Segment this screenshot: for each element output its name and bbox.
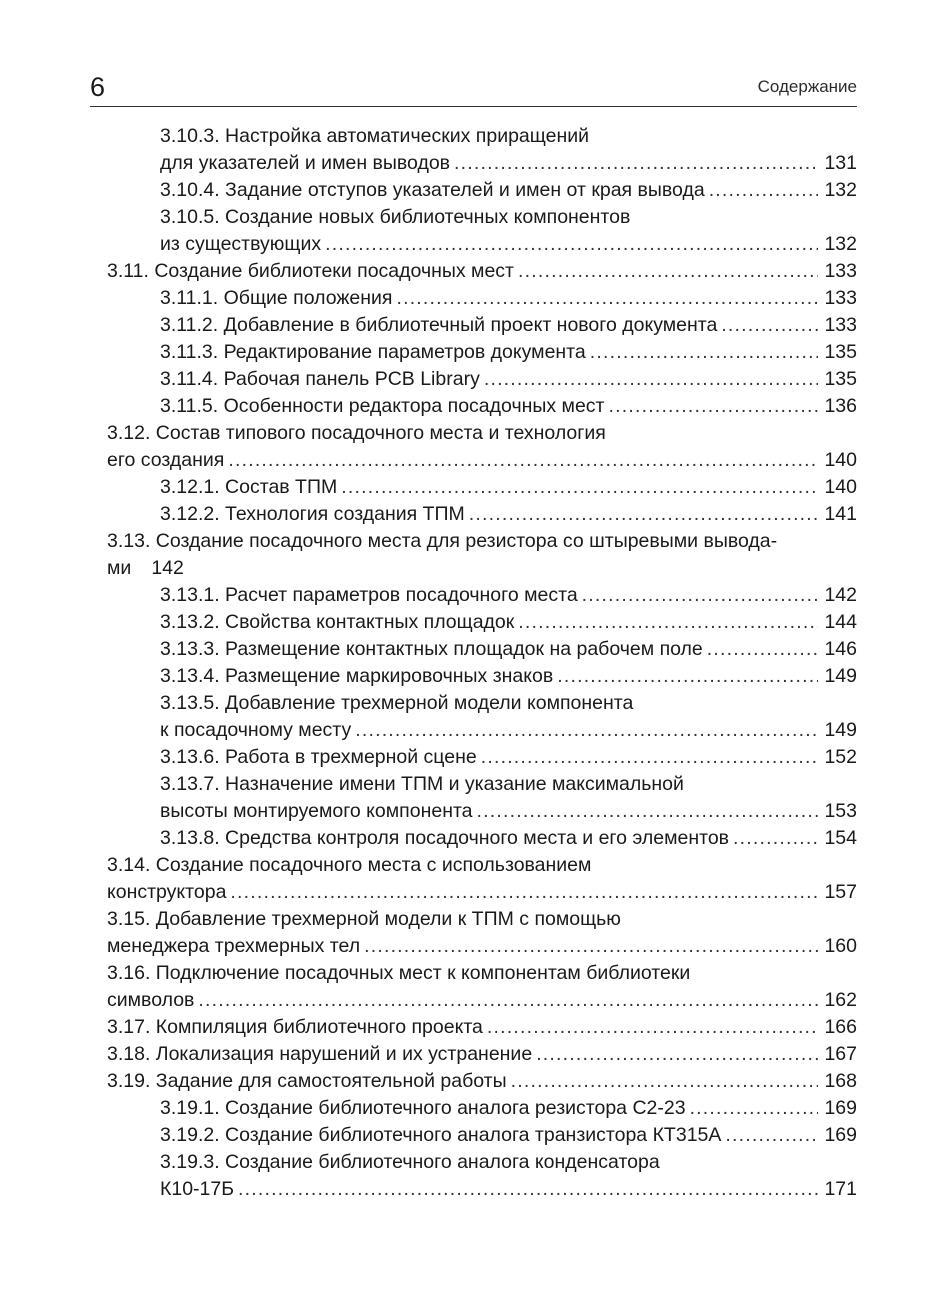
toc-entry-title-line: 3.17. Компиляция библиотечного проекта	[107, 1016, 483, 1038]
dot-leader	[454, 150, 818, 177]
dot-leader	[709, 177, 818, 204]
dot-leader	[590, 339, 818, 366]
toc-entry-page: 160	[824, 935, 857, 957]
toc-entry[interactable]	[107, 339, 857, 366]
dot-leader	[582, 582, 818, 609]
toc-entry-title-line: 3.12.2. Технология создания ТПМ	[160, 503, 465, 525]
toc-entry-page: 154	[824, 827, 857, 849]
toc-entry[interactable]	[107, 852, 857, 906]
toc-entry[interactable]	[107, 771, 857, 825]
toc-entry-title-line: 3.11.1. Общие положения	[160, 287, 393, 309]
toc-entry-page: 140	[824, 476, 857, 498]
toc-entry-page: 133	[824, 287, 857, 309]
dot-leader	[355, 717, 818, 744]
toc-entry-title-line: 3.13. Создание посадочного места для резистора со штыревыми вывода-	[107, 530, 778, 552]
toc-entry-title-line: высоты монтируемого компонента	[160, 800, 473, 822]
toc-entry[interactable]	[107, 690, 857, 744]
dot-leader	[690, 1095, 818, 1122]
toc-entry-page: 166	[824, 1016, 857, 1038]
toc-entry-title-line: 3.19.3. Создание библиотечного аналога конденсатора	[160, 1151, 660, 1173]
toc-entry-title-line: 3.13.3. Размещение контактных площадок на рабочем поле	[160, 638, 703, 660]
toc-entry-title-line: 3.10.3. Настройка автоматических приращений	[160, 125, 589, 147]
dot-leader	[325, 231, 818, 258]
toc-entry-page: 142	[824, 584, 857, 606]
toc-entry-page: 133	[824, 314, 857, 336]
toc-entry[interactable]	[107, 204, 857, 258]
toc-entry[interactable]	[107, 1068, 857, 1095]
toc-entry-page: 169	[824, 1124, 857, 1146]
toc-entry[interactable]	[107, 906, 857, 960]
toc-entry[interactable]	[107, 1095, 857, 1122]
toc-entry[interactable]	[107, 1149, 857, 1203]
dot-leader	[481, 744, 818, 771]
toc-entry-title-line: 3.19. Задание для самостоятельной работы	[107, 1070, 507, 1092]
dot-leader	[609, 393, 819, 420]
toc-entry-page: 169	[824, 1097, 857, 1119]
toc-entry-page: 132	[824, 233, 857, 255]
toc-entry-page: 168	[824, 1070, 857, 1092]
toc-entry-title-line: 3.12. Состав типового посадочного места и технология	[107, 422, 606, 444]
toc-entry-title-line: 3.11.4. Рабочая панель PCB Library	[160, 368, 480, 390]
toc-entry-title-line: 3.13.6. Работа в трехмерной сцене	[160, 746, 477, 768]
toc-entry-title-line: 3.13.8. Средства контроля посадочного места и его элементов	[160, 827, 730, 849]
toc-entry-title-line: 3.11.2. Добавление в библиотечный проект нового документа	[160, 314, 718, 336]
dot-leader	[469, 501, 818, 528]
toc-entry-title-line: 3.12.1. Состав ТПМ	[160, 476, 338, 498]
toc-entry-title-line: К10-17Б	[160, 1178, 235, 1200]
dot-leader	[198, 987, 818, 1014]
toc-entry-page: 142	[151, 557, 184, 579]
dot-leader	[341, 474, 818, 501]
toc-entry-title-line: ми	[107, 557, 132, 579]
running-head: Содержание	[757, 77, 857, 96]
toc-entry-title-line: 3.15. Добавление трехмерной модели к ТПМ с помощью	[107, 908, 621, 930]
dot-leader	[477, 798, 818, 825]
toc-entry-page: 135	[824, 341, 857, 363]
toc-entry[interactable]	[107, 582, 857, 609]
dot-leader	[230, 879, 818, 906]
dot-leader	[721, 312, 818, 339]
dot-leader	[511, 1068, 818, 1095]
toc-entry-page: 153	[824, 800, 857, 822]
toc-entry[interactable]	[107, 1122, 857, 1149]
toc-entry-page: 146	[824, 638, 857, 660]
toc-entry-page: 144	[824, 611, 857, 633]
toc-entry-title-line: 3.11.5. Особенности редактора посадочных мест	[160, 395, 605, 417]
toc-entry-page: 131	[824, 152, 857, 174]
dot-leader	[364, 933, 818, 960]
toc-entry-title-line: 3.19.1. Создание библиотечного аналога резистора С2-23	[160, 1097, 686, 1119]
toc-entry[interactable]	[107, 501, 857, 528]
table-of-contents	[107, 123, 857, 1203]
toc-entry[interactable]	[107, 123, 857, 177]
dot-leader	[484, 366, 818, 393]
toc-entry[interactable]	[107, 636, 857, 663]
dot-leader	[536, 1041, 818, 1068]
toc-entry[interactable]	[107, 393, 857, 420]
toc-entry[interactable]	[107, 474, 857, 501]
toc-entry-page: 135	[824, 368, 857, 390]
dot-leader	[487, 1014, 818, 1041]
toc-entry-title-line: 3.18. Локализация нарушений и их устранение	[107, 1043, 533, 1065]
toc-entry-title-line: 3.14. Создание посадочного места с использованием	[107, 854, 592, 876]
toc-entry-title-line: 3.13.1. Расчет параметров посадочного места	[160, 584, 578, 606]
toc-entry-title-line: из существующих	[160, 233, 322, 255]
dot-leader	[707, 636, 818, 663]
toc-entry-title-line: его создания	[107, 449, 225, 471]
toc-entry-page: 141	[824, 503, 857, 525]
toc-entry-title-line: менеджера трехмерных тел	[107, 935, 361, 957]
toc-entry-title-line: 3.13.4. Размещение маркировочных знаков	[160, 665, 554, 687]
dot-leader	[238, 1176, 818, 1203]
toc-entry[interactable]	[107, 663, 857, 690]
dot-leader	[518, 258, 818, 285]
header-rule	[90, 106, 857, 107]
toc-entry[interactable]	[107, 825, 857, 852]
dot-leader	[228, 447, 818, 474]
toc-entry[interactable]	[107, 609, 857, 636]
toc-entry-page: 132	[824, 179, 857, 201]
dot-leader	[396, 285, 818, 312]
toc-entry-title-line: 3.11. Создание библиотеки посадочных мест	[107, 260, 514, 282]
dot-leader	[733, 825, 818, 852]
toc-entry[interactable]	[107, 960, 857, 1014]
dot-leader	[725, 1122, 818, 1149]
toc-entry[interactable]	[107, 1041, 857, 1068]
toc-entry-page: 149	[824, 665, 857, 687]
toc-entry-page: 136	[824, 395, 857, 417]
toc-entry[interactable]	[107, 420, 857, 474]
toc-entry-title-line: 3.13.7. Назначение имени ТПМ и указание максимальной	[160, 773, 684, 795]
toc-entry-title-line: 3.11.3. Редактирование параметров документа	[160, 341, 586, 363]
dot-leader	[518, 609, 818, 636]
toc-entry-title-line: 3.16. Подключение посадочных мест к компонентам библиотеки	[107, 962, 691, 984]
toc-entry-title-line: к посадочному месту	[160, 719, 352, 741]
toc-entry[interactable]	[107, 312, 857, 339]
toc-entry[interactable]	[107, 528, 857, 582]
toc-entry-page: 152	[824, 746, 857, 768]
toc-entry[interactable]	[107, 366, 857, 393]
toc-entry[interactable]	[107, 285, 857, 312]
toc-entry-page: 149	[824, 719, 857, 741]
toc-entry-title-line: символов	[107, 989, 195, 1011]
toc-entry[interactable]	[107, 258, 857, 285]
toc-entry-title-line: 3.13.5. Добавление трехмерной модели компонента	[160, 692, 634, 714]
toc-entry-page: 171	[824, 1178, 857, 1200]
toc-entry-title-line: 3.19.2. Создание библиотечного аналога транзистора КТ315А	[160, 1124, 722, 1146]
toc-entry-title-line: 3.13.2. Свойства контактных площадок	[160, 611, 515, 633]
toc-entry[interactable]	[107, 177, 857, 204]
toc-entry-title-line: 3.10.4. Задание отступов указателей и имен от края вывода	[160, 179, 705, 201]
toc-entry-title-line: конструктора	[107, 881, 227, 903]
toc-entry-page: 133	[824, 260, 857, 282]
toc-entry[interactable]	[107, 744, 857, 771]
toc-entry-page: 157	[824, 881, 857, 903]
toc-entry-page: 140	[824, 449, 857, 471]
toc-entry-page: 167	[824, 1043, 857, 1065]
page-number: 6	[90, 72, 106, 102]
toc-entry-title-line: для указателей и имен выводов	[160, 152, 451, 174]
toc-entry-title-line: 3.10.5. Создание новых библиотечных компонентов	[160, 206, 631, 228]
toc-entry[interactable]	[107, 1014, 857, 1041]
toc-entry-page: 162	[824, 989, 857, 1011]
dot-leader	[557, 663, 818, 690]
